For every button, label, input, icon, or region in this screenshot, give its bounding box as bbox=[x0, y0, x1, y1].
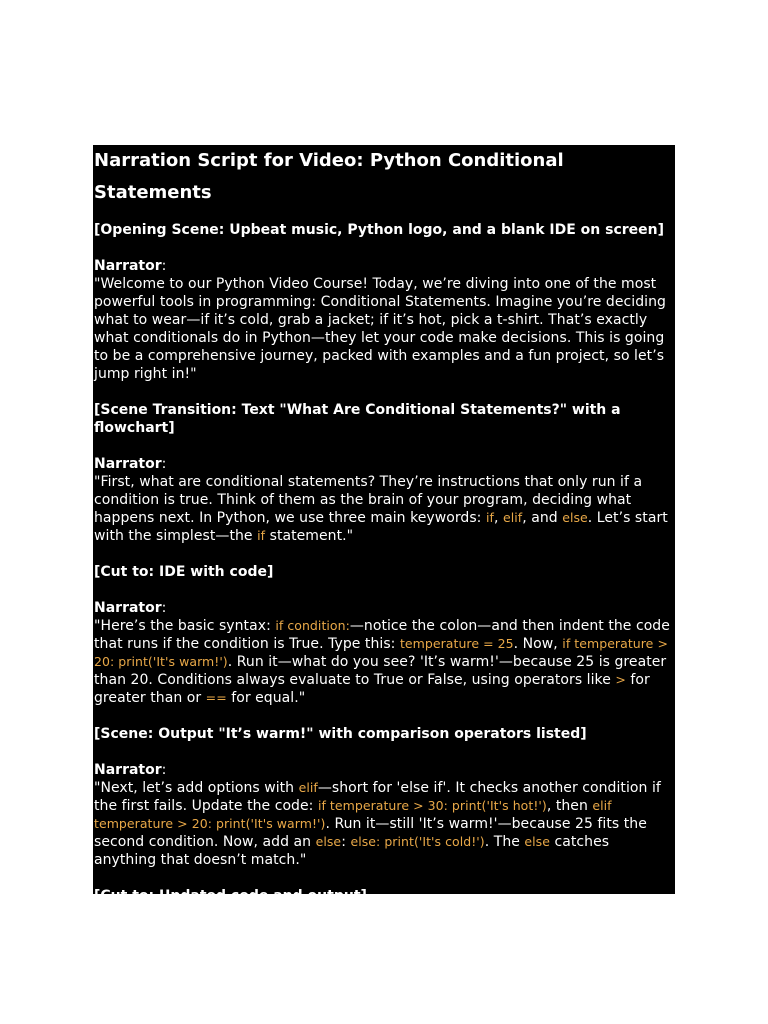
narrator-label: Narrator: bbox=[94, 258, 167, 274]
narrator-label: Narrator: bbox=[94, 600, 167, 616]
narrator-label: Narrator: bbox=[94, 456, 167, 472]
code-snippet: else bbox=[524, 834, 550, 849]
narration-paragraph-1: "Welcome to our Python Video Course! Today, we’re diving into one of the most powerful tools in programming: Conditional Statements. Imagine you’re deciding what to wear—if it’s cold, grab a jacket; if it’s hot, pick a t-shirt. That’s exactly what conditionals do in Python—they let your code make decisions. This is going to be a comprehensive journey, packed with examples and a fun project, so let’s jump right in!" bbox=[94, 276, 666, 382]
document-title: Narration Script for Video: Python Conditional Statements bbox=[94, 150, 564, 203]
code-snippet: temperature = 25 bbox=[399, 636, 514, 651]
code-snippet: if bbox=[257, 528, 266, 543]
narrator-label: Narrator: bbox=[94, 762, 167, 778]
code-snippet: elif bbox=[502, 510, 523, 525]
code-snippet: if temperature > 20: print('It's warm!') bbox=[94, 636, 668, 669]
code-snippet: else bbox=[315, 834, 342, 849]
scene-direction-opening: [Opening Scene: Upbeat music, Python logo, and a blank IDE on screen] bbox=[94, 222, 665, 238]
code-snippet: if bbox=[485, 510, 494, 525]
scene-direction-output: [Scene: Output "It’s warm!" with comparison operators listed] bbox=[94, 726, 587, 742]
code-snippet: > bbox=[615, 672, 626, 687]
narration-paragraph-3: "Here’s the basic syntax: if condition:—notice the colon—and then indent the code that runs if the condition is True. Type this: temperature = 25. Now, if temperature > 20: print('It's warm!'). Run it—what do you see? 'It’s warm!'—because 25 is greater than 20. Conditions always evaluate to True or False, using operators like > for greater than or == for equal." bbox=[94, 618, 670, 706]
code-snippet: else: print('It's cold!') bbox=[350, 834, 485, 849]
scene-direction-updated: [Cut to: Updated code and output] bbox=[94, 888, 367, 904]
code-snippet: elif temperature > 20: print('It's warm!') bbox=[94, 798, 612, 831]
code-snippet: == bbox=[205, 690, 227, 705]
narration-paragraph-2: "First, what are conditional statements? They’re instructions that only run if a condition is true. Think of them as the brain of your program, deciding what happens next. In Python, we use three main keywords: if, elif, and else. Let’s start with the simplest—the if statement." bbox=[94, 474, 668, 544]
scene-direction-transition: [Scene Transition: Text "What Are Conditional Statements?" with a flowchart] bbox=[94, 402, 621, 436]
code-snippet: else bbox=[562, 510, 588, 525]
narration-paragraph-4: "Next, let’s add options with elif—short for 'else if'. It checks another condition if the first fails. Update the code: if temperature > 30: print('It's hot!'), then elif temperature > 20: print('It's warm!'). Run it—still 'It’s warm!'—because 25 fits the second condition. Now, add an else: else: print('It's cold!'). The else catches anything that doesn’t match." bbox=[94, 780, 661, 868]
code-snippet: elif bbox=[298, 780, 318, 795]
script-document bbox=[93, 145, 675, 904]
code-snippet: if condition: bbox=[275, 618, 350, 633]
code-snippet: if temperature > 30: print('It's hot!') bbox=[317, 798, 547, 813]
scene-direction-ide: [Cut to: IDE with code] bbox=[94, 564, 274, 580]
